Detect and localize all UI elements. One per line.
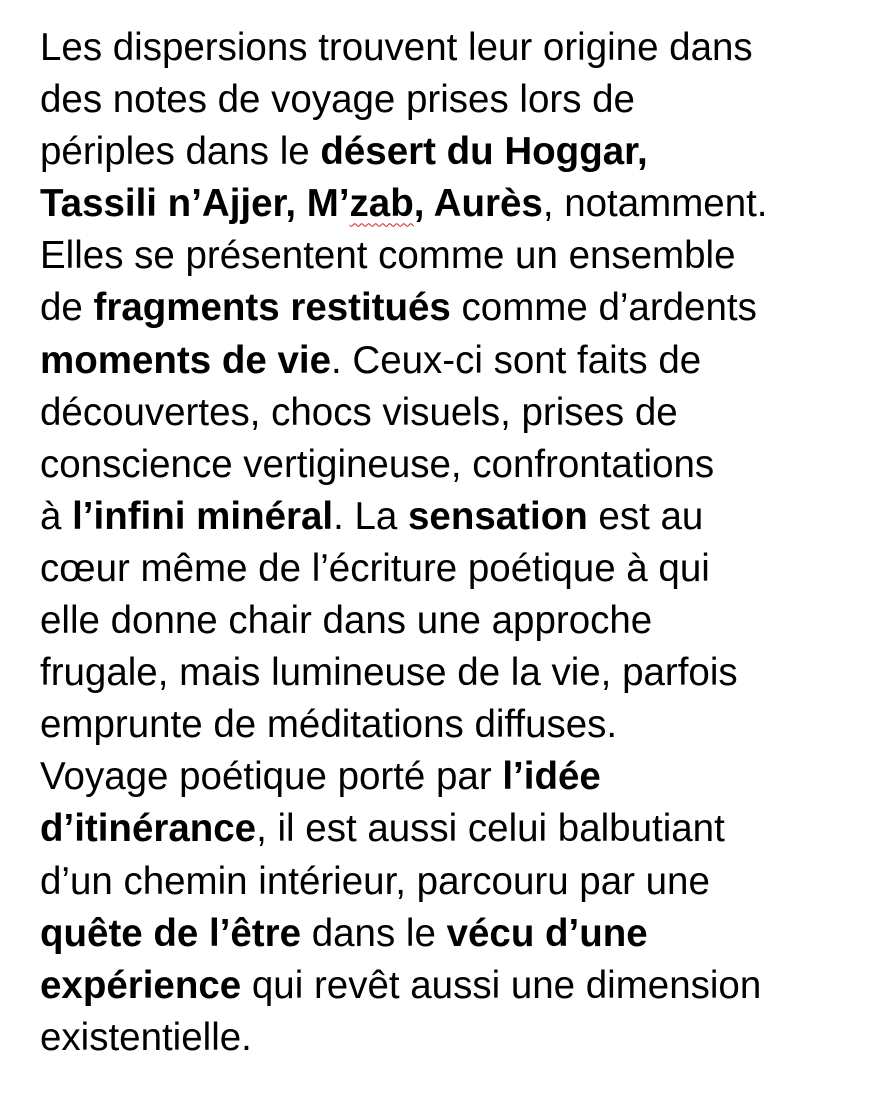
text-line — [40, 439, 890, 491]
text-run: découvertes, chocs visuels, prises de — [40, 390, 678, 434]
bold-text-run: Tassili n’Ajjer, M’ — [40, 182, 350, 226]
text-run: périples dans le — [40, 130, 321, 174]
text-line — [40, 74, 890, 126]
text-run: dans le — [301, 911, 447, 955]
text-line — [40, 22, 890, 74]
text-run: conscience vertigineuse, confrontations — [40, 442, 715, 486]
bold-text-run: l’infini minéral — [72, 494, 334, 538]
text-run: , notamment. — [542, 182, 768, 226]
bold-text-run: l’idée — [502, 755, 601, 799]
text-run: à — [40, 494, 73, 538]
text-run: de — [40, 286, 94, 330]
text-line — [40, 595, 890, 647]
text-line — [40, 647, 890, 699]
text-line — [40, 178, 890, 230]
bold-text-run: , Aurès — [413, 182, 543, 226]
text-run: existentielle. — [40, 1015, 252, 1059]
text-line — [40, 960, 890, 1012]
text-run: . La — [333, 494, 409, 538]
text-run: emprunte de méditations diffuses. — [40, 703, 618, 747]
misspelled-word[interactable]: zab — [349, 182, 414, 226]
text-line — [40, 387, 890, 439]
text-run: Voyage poétique porté par — [40, 755, 503, 799]
text-run: est au — [587, 494, 704, 538]
text-run: cœur même de l’écriture poétique à qui — [40, 546, 710, 590]
text-line — [40, 491, 890, 543]
bold-text-run: vécu d’une — [446, 911, 648, 955]
text-line — [40, 282, 890, 334]
text-run: Les dispersions trouvent leur origine dans — [40, 26, 753, 69]
text-run: frugale, mais lumineuse de la vie, parfois — [40, 651, 738, 695]
text-line — [40, 803, 890, 855]
text-run: des notes de voyage prises lors de — [40, 78, 635, 122]
text-line — [40, 908, 890, 960]
text-line — [40, 1012, 890, 1064]
bold-text-run: d’itinérance — [40, 807, 257, 851]
text-line — [40, 699, 890, 751]
text-run: Elles se présentent comme un ensemble — [40, 234, 736, 278]
bold-text-run: sensation — [408, 494, 588, 538]
text-run: qui revêt aussi une dimension — [241, 963, 762, 1007]
bold-text-run: quête de l’être — [40, 911, 302, 955]
text-line — [40, 126, 890, 178]
text-line — [40, 543, 890, 595]
text-line — [40, 856, 890, 908]
text-line — [40, 335, 890, 387]
text-line — [40, 230, 890, 282]
bold-text-run: désert du Hoggar, — [320, 130, 648, 174]
text-run: comme d’ardents — [450, 286, 757, 330]
text-run: elle donne chair dans une approche — [40, 599, 653, 643]
text-line — [40, 751, 890, 803]
text-run: d’un chemin intérieur, parcouru par une — [40, 859, 710, 903]
bold-text-run: expérience — [40, 963, 242, 1007]
bold-text-run: moments de vie — [40, 338, 331, 382]
text-run: . Ceux-ci sont faits de — [331, 338, 702, 382]
text-run: , il est aussi celui balbutiant — [256, 807, 725, 851]
text-document — [40, 22, 890, 1064]
bold-text-run: fragments restitués — [93, 286, 451, 330]
